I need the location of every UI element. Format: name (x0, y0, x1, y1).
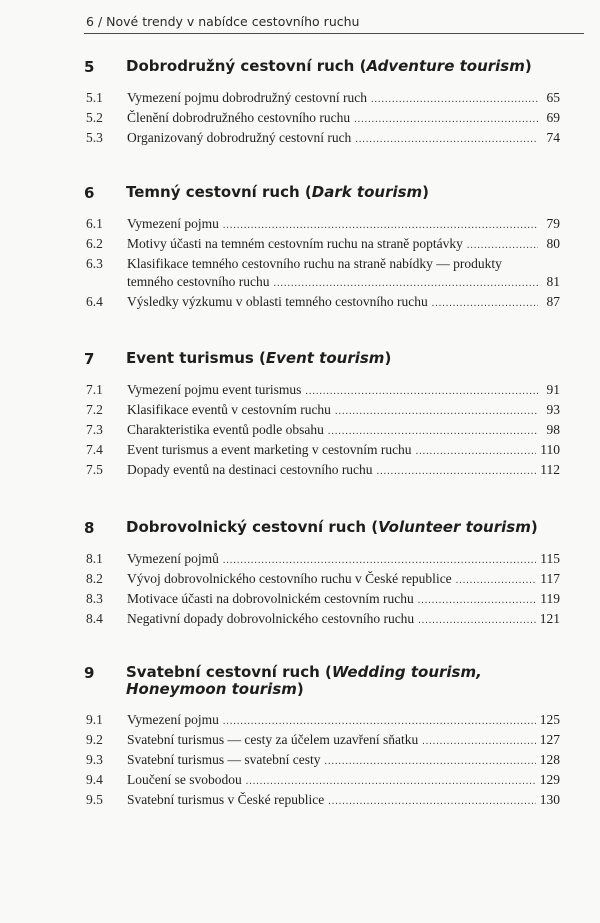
entry-number: 6.4 (86, 294, 103, 309)
chapter-9 (0, 664, 600, 810)
entry-page: 91 (546, 382, 560, 397)
entry-title: Svatební turismus — cesty za účelem uzavření sňatku (127, 732, 419, 747)
entry-number: 9.5 (86, 792, 103, 807)
chapter-number: 9 (84, 664, 95, 682)
toc-entry[interactable] (0, 380, 600, 400)
leader-dots (355, 130, 538, 150)
chapter-heading (0, 58, 600, 88)
toc-entry[interactable] (0, 609, 600, 629)
entry-title: Motivy účasti na temném cestovním ruchu na straně poptávky (127, 236, 463, 251)
header-rule (84, 33, 584, 34)
leader-dots (246, 772, 536, 792)
chapter-7 (0, 350, 600, 480)
chapter-number: 6 (84, 184, 95, 202)
chapter-5 (0, 58, 600, 148)
entry-title: Organizovaný dobrodružný cestovní ruch (127, 130, 352, 145)
entry-page: 130 (539, 792, 560, 807)
entry-page: 80 (546, 236, 560, 251)
entry-title: Klasifikace temného cestovního ruchu na straně nabídky — produkty (127, 256, 502, 271)
chapter-heading (0, 184, 600, 214)
leader-dots (371, 90, 538, 110)
leader-dots (305, 382, 538, 402)
toc-entry[interactable] (0, 569, 600, 589)
toc-entry[interactable] (0, 292, 600, 312)
chapter-title: Svatební cestovní ruch (Wedding tourism, Honeymoon tourism) (126, 663, 482, 698)
leader-dots (223, 216, 538, 236)
entry-title-continued: temného cestovního ruchu (127, 274, 270, 289)
leader-dots (418, 591, 536, 611)
entry-title: Vymezení pojmů (127, 551, 219, 566)
leader-dots (377, 462, 537, 482)
entry-page: 112 (540, 462, 560, 477)
entry-number: 8.4 (86, 611, 103, 626)
toc-entry[interactable] (0, 750, 600, 770)
entry-title: Vývoj dobrovolnického cestovního ruchu v České republice (127, 571, 452, 586)
entry-number: 5.2 (86, 110, 103, 125)
entry-number: 5.3 (86, 130, 103, 145)
entry-title: Event turismus a event marketing v cestovním ruchu (127, 442, 412, 457)
leader-dots (223, 551, 536, 571)
entry-title: Vymezení pojmu dobrodružný cestovní ruch (127, 90, 367, 105)
chapter-title: Event turismus (Event tourism) (126, 349, 392, 367)
toc-entry[interactable] (0, 108, 600, 128)
entry-title: Loučení se svobodou (127, 772, 242, 787)
leader-dots (273, 274, 538, 294)
chapter-title: Dobrovolnický cestovní ruch (Volunteer tourism) (126, 518, 538, 536)
toc-entry[interactable] (0, 790, 600, 810)
entry-number: 7.1 (86, 382, 103, 397)
entry-title: Klasifikace eventů v cestovním ruchu (127, 402, 331, 417)
entry-number: 8.2 (86, 571, 103, 586)
entry-title: Vymezení pojmu (127, 216, 219, 231)
header-page-number: 6 (86, 14, 94, 29)
entry-number: 7.5 (86, 462, 103, 477)
chapter-8 (0, 519, 600, 629)
entry-page: 119 (540, 591, 560, 606)
entry-page: 87 (546, 294, 560, 309)
entry-page: 117 (540, 571, 560, 586)
leader-dots (335, 402, 538, 422)
toc-entry[interactable] (0, 710, 600, 730)
toc-entry[interactable] (0, 440, 600, 460)
chapter-title: Dobrodružný cestovní ruch (Adventure tourism) (126, 57, 532, 75)
chapter-heading (0, 519, 600, 549)
entry-page: 121 (539, 611, 560, 626)
entry-number: 8.3 (86, 591, 103, 606)
toc-entry[interactable] (0, 730, 600, 750)
entry-page: 69 (546, 110, 560, 125)
chapter-6 (0, 184, 600, 312)
leader-dots (432, 294, 538, 314)
chapter-title: Temný cestovní ruch (Dark tourism) (126, 183, 430, 201)
entry-title: Dopady eventů na destinaci cestovního ruchu (127, 462, 373, 477)
entry-page: 128 (539, 752, 560, 767)
entry-page: 115 (540, 551, 560, 566)
entry-number: 8.1 (86, 551, 103, 566)
entry-number: 7.2 (86, 402, 103, 417)
leader-dots (324, 752, 535, 772)
leader-dots (456, 571, 537, 591)
entry-page: 65 (546, 90, 560, 105)
entry-title: Vymezení pojmu event turismus (127, 382, 302, 397)
leader-dots (223, 712, 536, 732)
chapter-heading (0, 664, 600, 710)
toc-entry[interactable] (0, 549, 600, 569)
header-title: Nové trendy v nabídce cestovního ruchu (106, 14, 360, 29)
entry-title: Vymezení pojmu (127, 712, 219, 727)
entry-page: 125 (539, 712, 560, 727)
header-separator: / (97, 14, 103, 29)
running-header (86, 14, 576, 29)
leader-dots (422, 732, 535, 752)
entry-page: 81 (546, 274, 560, 289)
entry-page: 127 (539, 732, 560, 747)
entry-title: Motivace účasti na dobrovolnickém cestovním ruchu (127, 591, 414, 606)
entry-number: 9.1 (86, 712, 103, 727)
entry-page: 110 (540, 442, 560, 457)
leader-dots (354, 110, 538, 130)
entry-number: 9.4 (86, 772, 103, 787)
chapter-heading (0, 350, 600, 380)
entry-page: 74 (546, 130, 560, 145)
entry-number: 6.3 (86, 256, 103, 271)
entry-title: Negativní dopady dobrovolnického cestovního ruchu (127, 611, 415, 626)
toc-entry[interactable] (0, 214, 600, 234)
toc-entry[interactable] (0, 400, 600, 420)
entry-page: 79 (546, 216, 560, 231)
toc-entry[interactable] (0, 128, 600, 148)
toc-entry[interactable] (0, 234, 600, 254)
toc-entry[interactable] (0, 254, 600, 292)
leader-dots (416, 442, 537, 462)
toc-entry[interactable] (0, 589, 600, 609)
entry-number: 9.3 (86, 752, 103, 767)
entry-number: 7.4 (86, 442, 103, 457)
entry-number: 9.2 (86, 732, 103, 747)
entry-page: 129 (539, 772, 560, 787)
leader-dots (328, 792, 536, 812)
toc-entry[interactable] (0, 770, 600, 790)
leader-dots (418, 611, 536, 631)
entry-title: Charakteristika eventů podle obsahu (127, 422, 324, 437)
entry-page: 98 (546, 422, 560, 437)
toc-entry[interactable] (0, 420, 600, 440)
chapter-number: 7 (84, 350, 95, 368)
entry-title: Svatební turismus — svatební cesty (127, 752, 321, 767)
chapter-number: 8 (84, 519, 95, 537)
entry-page: 93 (546, 402, 560, 417)
entry-number: 7.3 (86, 422, 103, 437)
toc-entry[interactable] (0, 88, 600, 108)
entry-number: 5.1 (86, 90, 103, 105)
leader-dots (467, 236, 538, 256)
entry-number: 6.2 (86, 236, 103, 251)
entry-number: 6.1 (86, 216, 103, 231)
entry-title: Výsledky výzkumu v oblasti temného cestovního ruchu (127, 294, 428, 309)
entry-title: Členění dobrodružného cestovního ruchu (127, 110, 351, 125)
leader-dots (328, 422, 538, 442)
chapter-number: 5 (84, 58, 95, 76)
entry-title: Svatební turismus v České republice (127, 792, 325, 807)
toc-entry[interactable] (0, 460, 600, 480)
